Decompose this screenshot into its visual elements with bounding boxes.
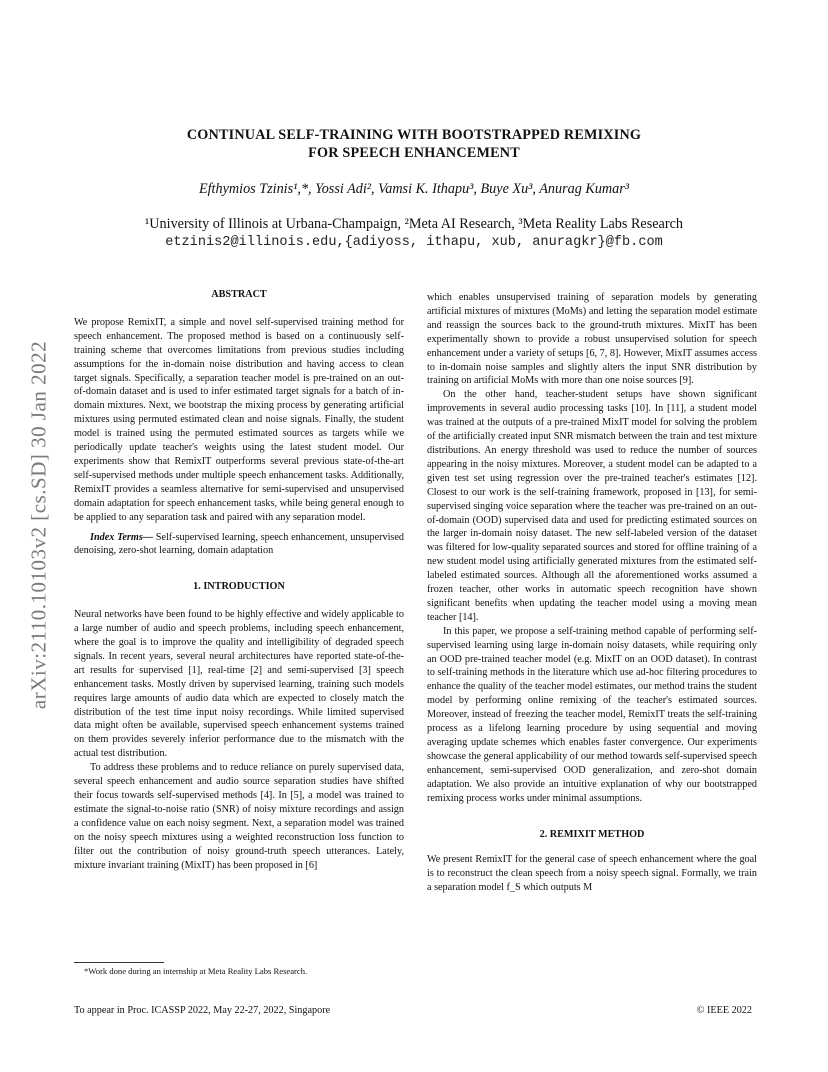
- abstract-heading: ABSTRACT: [211, 289, 267, 300]
- intro-paragraph-2: To address these problems and to reduce reliance on purely supervised data, several speech enhancement and audio source separation studies have shifted their focus towards self-supervised methods [4]. In [5], a model was trained to estimate the signal-to-noise ratio (SNR) of noisy mixture recordings and assign a confidence value on each noisy segment. Next, a separation model was trained on the noisy speech mixtures using a weighted reconstruction loss function to filter out the contribution of noisy ground-truth speech utterances. Lately, mixture invariant training (MixIT) has been proposed in [6]: [74, 762, 404, 871]
- author-emails: etzinis2@illinois.edu,{adiyoss, ithapu, xub, anuragkr}@fb.com: [165, 235, 663, 250]
- footnote-divider: [74, 962, 164, 963]
- paper-title: [0, 126, 828, 162]
- right-column: [427, 291, 757, 895]
- index-terms-lead: Index Terms—: [90, 531, 153, 543]
- left-column: [74, 288, 404, 872]
- abstract-text: We propose RemixIT, a simple and novel self-supervised training method for speech enhancement. The proposed method is based on a continuously self-training scheme that overcomes limitations from previous studies including assumptions for the in-domain noise distribution and having access to clean target signals. Specifically, a separation teacher model is pre-trained on an out-of-domain dataset and is used to infer estimated target signals for a batch of in-domain mixtures. Next, we bootstrap the mixing process by generating artificial mixtures using permuted estimated clean and noise signals. Finally, the student model is trained using the permuted estimated sources as targets while we periodically update teacher's weights using the latest student model. Our experiments show that RemixIT outperforms several previous state-of-the-art self-supervised methods under multiple speech enhancement tasks. Additionally, RemixIT provides a seamless alternative for semi-supervised and unsupervised domain adaptation for speech enhancement tasks, while being general enough to be applied to any separation task and paired with any separation model.: [74, 316, 404, 523]
- right-paragraph-3: In this paper, we propose a self-training method capable of performing self-supervised learning using large in-domain noisy datasets, while requiring only an OOD pre-trained teacher model (e.g. MixIT on an OOD dataset). In contrast to self-training methods in the literature which use ad-hoc filtering procedures to enhance the quality of the teacher model estimates, our method trains the student model by performing online remixing of the teacher's estimated sources. Moreover, instead of freezing the teacher model, RemixIT treats the self-training process as a lifelong learning procedure by using sequential and moving averaging update schemes which enables faster convergence. Our experiments showcase the general applicability of our method towards self-supervised speech enhancement, semi-supervised OOD generalization, and zero-shot domain adaptation. We also provide an intuitive explanation of why our bootstrapped remixing process works under minimal assumptions.: [427, 625, 757, 804]
- remixit-paragraph-1: We present RemixIT for the general case of speech enhancement where the goal is to reconstruct the clean speech from a noisy speech signal. Formally, we train a separation model f_S which outputs M: [427, 854, 757, 894]
- author-list: Efthymios Tzinis¹,*, Yossi Adi², Vamsi K. Ithapu³, Buye Xu³, Anurag Kumar³: [198, 181, 630, 197]
- right-paragraph-2: On the other hand, teacher-student setups have shown significant improvements in several audio processing tasks [10]. In [11], a student model was trained at the outputs of a pre-trained MixIT model for solving the problem of the artificially created input SNR mismatch between the train and test mixture distributions. An energy threshold was used to reduce the number of sources appearing in the noisy mixtures. Moreover, a student model can be adapted to a given test set using regression over the pre-trained teacher's estimates [12]. Closest to our work is the self-training framework, proposed in [13], for semi-supervised singing voice separation where the teacher was pre-trained on an out-of-domain (OOD) supervised data and used for predicting estimated sources on the larger in-domain noisy dataset. The new self-labeled version of the dataset was filtered for low-quality separated sources and stored for offline training of a new student model using artificially generated mixtures from the estimated self-labeled estimated sources. Although all the aforementioned works assumed a frozen teacher, other works in automatic speech recognition have shown significant benefits when updating the teacher model using a moving mean teacher [14].: [427, 389, 757, 623]
- paper-title-line2: FOR SPEECH ENHANCEMENT: [308, 145, 520, 161]
- index-terms: [74, 531, 404, 559]
- remixit-heading: 2. REMIXIT METHOD: [539, 828, 645, 840]
- footer-copyright: © IEEE 2022: [696, 1005, 752, 1016]
- intro-heading: 1. INTRODUCTION: [193, 581, 285, 593]
- arxiv-identifier-text: arXiv:2110.10103v2 [cs.SD] 30 Jan 2022: [26, 340, 51, 710]
- arxiv-identifier: [24, 290, 54, 760]
- right-paragraph-1: which enables unsupervised training of separation models by generating artificial mixtures of mixtures (MoMs) and letting the separation model estimate and reassign the sources back to the ground-truth mixtures. MixIT has been experimentally shown to provide a robust unsupervised solution for speech enhancement under a variety of setups [6, 7, 8]. However, MixIT assumes access to in-domain noise samples and slightly alters the input SNR distribution by training on artificial MoMs with more than one noise sources [9].: [427, 292, 757, 387]
- footer-venue: To appear in Proc. ICASSP 2022, May 22-27, 2022, Singapore: [74, 1005, 331, 1016]
- intro-paragraph-1: Neural networks have been found to be highly effective and widely applicable to a large number of audio and speech problems, including speech enhancement, where the goal is to improve the quality and intelligibility of degraded speech signals. In recent years, several neural architectures have reported state-of-the-art results for supervised [1], real-time [2] and semi-supervised [3] speech enhancement tasks. Mostly driven by supervised learning, training such models requires large amounts of audio data which are expected to closely match the distribution of the test time input noisy recordings. While limited supervised data might often be available, supervised speech enhancement systems trained on them provides severely inferior performance due to the mismatch with the actual test distribution.: [74, 609, 404, 760]
- affiliations: ¹University of Illinois at Urbana-Champaign, ²Meta AI Research, ³Meta Reality Labs Research: [145, 216, 683, 232]
- paper-title-line1: CONTINUAL SELF-TRAINING WITH BOOTSTRAPPED REMIXING: [186, 127, 642, 143]
- footnote: *Work done during an internship at Meta Reality Labs Research.: [84, 966, 308, 976]
- index-terms-text: Self-supervised learning, speech enhancement, unsupervised denoising, zero-shot learning, domain adaptation: [74, 531, 404, 557]
